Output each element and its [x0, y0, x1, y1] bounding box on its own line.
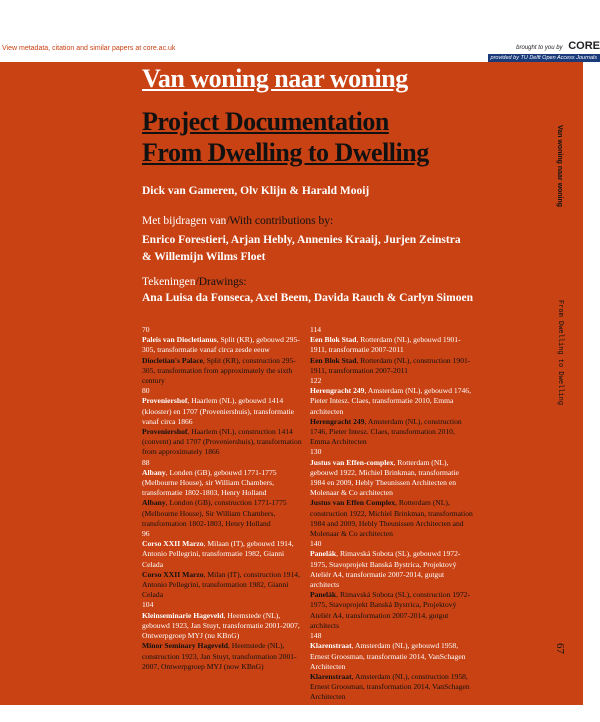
entry-dutch	[142, 539, 294, 568]
authors: Dick van Gameren, Olv Klijn & Harald Mooij	[142, 185, 370, 197]
entry-dutch-name: Klarenstraat	[310, 641, 352, 651]
entry-dutch-name: Proveniershof	[142, 396, 188, 406]
entry-dutch-detail: , Heemstede (NL), gebouwd 1923, Jan Stuyt, transformatie 2001-2007, Ontwerpgroep MYJ (nu KBnG)	[142, 610, 300, 641]
entry-dutch-detail: , Amsterdam (NL), gebouwd 1746, Pieter Intesz. Claes, transformatie 2010, Emma architecten	[310, 386, 471, 416]
title-english	[142, 106, 429, 168]
entry-english-detail: , Haarlem (NL), construction 1414 (convent) and 1707 (Proveniershuis), transformation from approximately 1866	[142, 427, 302, 457]
entry-page-number: 80	[142, 386, 150, 396]
contents-entry	[142, 600, 304, 671]
contributions-label	[142, 215, 333, 227]
entry-dutch-name: Een Blok Stad	[310, 335, 357, 345]
entry-english-detail: , Amsterdam (NL), construction 1746, Pieter Intesz. Claes, transformation 2010, Emma Architecten	[310, 416, 462, 447]
contents-entry	[310, 539, 475, 631]
core-banner	[0, 38, 600, 62]
entry-english	[142, 356, 296, 385]
entry-dutch	[310, 335, 461, 354]
entry-dutch-name: Paleis van Diocletianus	[142, 335, 217, 345]
entry-page-number: 96	[142, 529, 150, 539]
entry-dutch	[310, 641, 466, 670]
entry-english	[310, 417, 462, 446]
entry-english-detail: , London (GB), construction 1771-1775 (Melbourne House), Sir William Chambers, transformation 1802-1803, Henry Holland	[142, 498, 287, 528]
contents-column-right	[310, 325, 475, 703]
title-english-line-2: From Dwelling to Dwelling	[142, 138, 429, 167]
entry-english-name: Panelák	[310, 590, 337, 600]
entry-english-detail: , Rotterdam (NL), construction 1901-1911, transformation 2007-2011	[310, 355, 471, 375]
entry-dutch-name: Kleinseminarie Hageveld	[142, 610, 224, 620]
entry-english-name: Minor Seminary Hageveld	[142, 641, 228, 651]
running-subtitle-vertical: From Dwelling to Dwelling	[556, 300, 564, 406]
entry-english-detail: , Milan (IT), construction 1914, Antonio Pellegrini, transformation 1982, Gianni Celada	[142, 569, 300, 600]
entry-dutch-name: Herengracht 249	[310, 386, 365, 396]
entry-dutch-name: Corso XXII Marzo	[142, 539, 204, 549]
contributions-label-nl: Met bijdragen van	[142, 215, 227, 227]
entry-english	[142, 641, 297, 670]
entry-english	[310, 356, 470, 375]
entry-dutch	[142, 335, 300, 354]
title-dutch: Van woning naar woning	[142, 64, 408, 93]
contents-column-left	[142, 325, 304, 672]
entry-page-number: 114	[310, 325, 322, 334]
drawings-label-nl: Tekeningen	[142, 276, 196, 288]
entry-english	[142, 427, 302, 456]
entry-english-name: Proveniershof	[142, 427, 188, 437]
entry-english	[142, 570, 300, 599]
entry-dutch	[142, 396, 294, 425]
title-english-line-1: Project Documentation	[142, 107, 389, 136]
entry-page-number: 140	[310, 539, 322, 549]
contributors: Enrico Forestieri, Arjan Hebly, Annenies Kraaij, Jurjen Zeinstra & Willemijn Wilms Floet	[142, 234, 461, 263]
entry-english-name: Albany	[142, 498, 166, 508]
contents-entry	[142, 529, 304, 600]
entry-dutch	[142, 611, 300, 640]
entry-english-name: Justus van Effen Complex	[310, 498, 396, 508]
entry-english	[310, 672, 470, 701]
page-number: 67	[554, 643, 566, 654]
contents-entry	[310, 376, 475, 447]
entry-english	[310, 498, 473, 538]
entry-page-number: 104	[142, 600, 154, 610]
entry-english	[310, 590, 470, 630]
drawings-label-en: /Drawings:	[195, 276, 247, 288]
drawings-label	[142, 276, 247, 288]
entry-dutch	[142, 468, 277, 497]
entry-english-name: Herengracht 249	[310, 416, 365, 426]
contributions-label-en: /With contributions by:	[226, 215, 334, 227]
contents-entry	[142, 386, 304, 457]
provided-by-text: provided by TU Delft Open Access Journals	[488, 54, 600, 62]
running-title-vertical: Van woning naar woning	[556, 125, 563, 208]
entry-page-number: 88	[142, 457, 150, 467]
entry-english-detail: , Rotterdam (NL), construction 1922, Michiel Brinkman, transformation 1984 and 2009, Hebly Theunissen Architecten and Molenaar & Co architecten	[310, 498, 473, 539]
entry-dutch-name: Justus van Effen-complex	[310, 457, 394, 467]
entry-dutch	[310, 386, 471, 415]
entry-page-number: 148	[310, 631, 322, 641]
entry-english-name: Diocletian's Palace	[142, 355, 203, 365]
entry-english-name: Klarenstraat	[310, 671, 352, 681]
contents-entry	[142, 458, 304, 529]
entry-english-name: Een Blok Stad	[310, 355, 357, 365]
entry-english-detail: , Amsterdam (NL), construction 1958, Ernest Groosman, transformation 2014, VanSchagen Architecten	[310, 671, 470, 702]
entry-dutch-detail: , Amsterdam (NL), gebouwd 1958, Ernest Groosman, transformatie 2014, VanSchagen Architecten	[310, 641, 466, 671]
entry-english-detail: , Split (KR), construction 295-305, transformation from approximately the sixth century	[142, 355, 296, 386]
core-logo: CORE	[568, 40, 600, 52]
entry-dutch-detail: , Split (KR), gebouwd 295-305, transformatie vanaf circa zesde eeuw	[142, 335, 300, 355]
entry-dutch-detail: , Haarlem (NL), gebouwd 1414 (klooster) en 1707 (Proveniershuis), transformatie vanaf circa 1866	[142, 396, 295, 426]
contents-entry	[310, 325, 475, 376]
entry-dutch	[310, 458, 459, 498]
contents-entry	[310, 631, 475, 702]
illustrators: Ana Luisa da Fonseca, Axel Beem, Davida Rauch & Carlyn Simoen	[142, 292, 473, 304]
entry-dutch-detail: , Rimavská Sobota (SL), gebouwd 1972-1975, Stavoprojekt Banská Bystrica, Projektový Ateliér A4, transformatie 2007-2014, gutgut architects	[310, 549, 461, 590]
entry-dutch	[310, 549, 460, 589]
core-metadata-link[interactable]: View metadata, citation and similar papers at core.ac.uk	[2, 45, 176, 52]
entry-dutch-detail: , Rotterdam (NL), gebouwd 1922, Michiel Brinkman, transformatie 1984 en 2009, Hebly Theunissen Architecten en Molenaar & Co architecten	[310, 457, 459, 498]
entry-english-name: Corso XXII Marzo	[142, 569, 204, 579]
entry-page-number: 122	[310, 376, 322, 386]
entry-dutch-detail: , Milaan (IT), gebouwd 1914, Antonio Pellegrini, transformatie 1982, Gianni Celada	[142, 539, 294, 569]
entry-dutch-name: Albany	[142, 467, 166, 477]
contents-entry	[310, 447, 475, 539]
entry-english-detail: , Heemstede (NL), construction 1923, Jan Stuyt, transformation 2001-2007, Ontwerpgroep MYJ (now KBnG)	[142, 641, 297, 671]
entry-page-number: 70	[142, 325, 150, 334]
entry-page-number: 130	[310, 447, 322, 457]
brought-by-text: brought to you by	[516, 45, 563, 51]
contents-entry	[142, 325, 304, 386]
entry-dutch-detail: , Rotterdam (NL), gebouwd 1901-1911, transformatie 2007-2011	[310, 335, 461, 355]
entry-english	[142, 498, 287, 527]
entry-dutch-name: Panelák	[310, 549, 337, 559]
entry-english-detail: , Rimavská Sobota (SL), construction 1972-1975, Stavoprojekt Banská Bystrica, Projektový Ateliér A4, transformation 2007-2014, gutgut architects	[310, 590, 471, 630]
entry-dutch-detail: , Londen (GB), gebouwd 1771-1775 (Melbourne House), sir William Chambers, transformatie 1802-1803, Henry Holland	[142, 467, 277, 498]
core-badge[interactable]	[488, 40, 600, 62]
